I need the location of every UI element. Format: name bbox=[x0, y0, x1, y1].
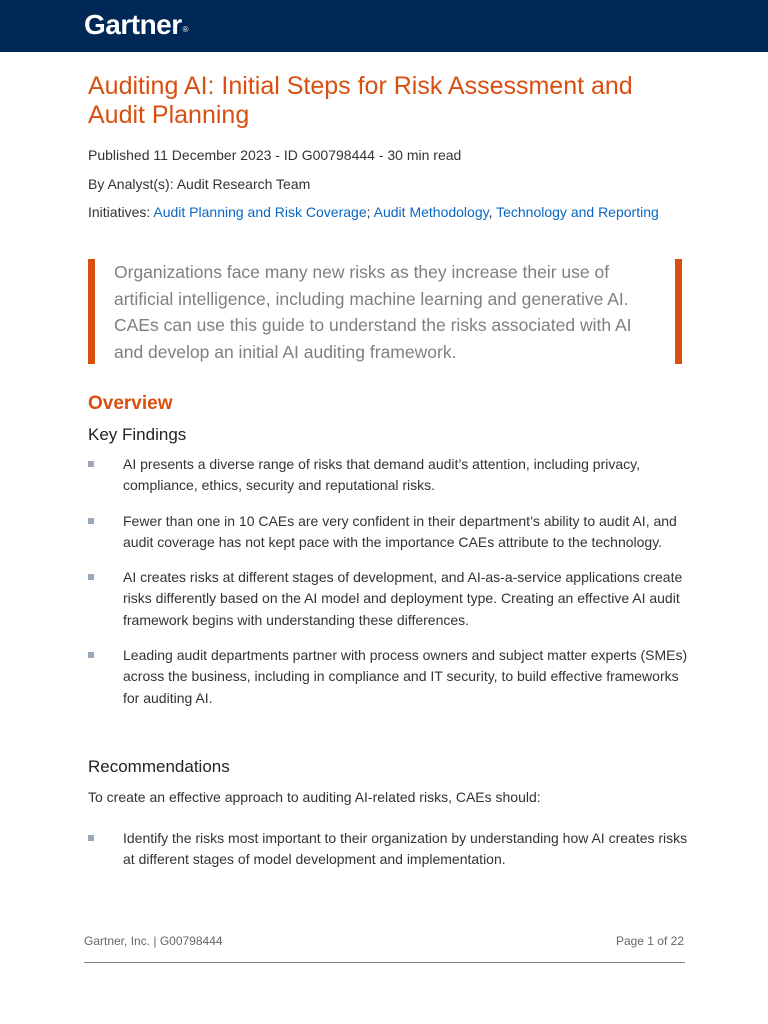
finding-text: Leading audit departments partner with process owners and subject matter experts (SMEs) across the business, including in compliance and IT security, to build effective frameworks for auditing AI. bbox=[123, 647, 688, 706]
page-number: Page 1 of 22 bbox=[615, 934, 684, 948]
recommendations-heading: Recommendations bbox=[88, 757, 230, 776]
initiatives-label: Initiatives: bbox=[88, 204, 154, 220]
summary-callout: Organizations face many new risks as they increase their use of artificial intelligence, including machine learning and generative AI. CAEs can use this guide to understand the risks associated with AI and develop an initial AI auditing framework. bbox=[88, 259, 682, 364]
recommendation-text: Identify the risks most important to their organization by understanding how AI creates risks at different stages of model development and implementation. bbox=[123, 830, 688, 868]
list-item bbox=[88, 567, 688, 631]
finding-text: AI creates risks at different stages of development, and AI-as-a-service applications create risks differently based on the AI model and deployment type. Creating an effective AI audit framework begins with understanding these differences. bbox=[123, 569, 683, 628]
key-findings-list bbox=[88, 454, 688, 709]
gartner-logo[interactable] bbox=[84, 8, 188, 47]
square-bullet-icon bbox=[88, 835, 94, 841]
finding-text: Fewer than one in 10 CAEs are very confident in their department’s ability to audit AI, and audit coverage has not kept pace with the importance CAEs attribute to the technology. bbox=[123, 512, 677, 550]
list-item bbox=[88, 454, 688, 497]
initiative-separator: ; bbox=[366, 204, 374, 220]
initiative-link-technology-reporting[interactable]: Technology and Reporting bbox=[496, 204, 659, 220]
registered-mark: ® bbox=[182, 25, 189, 34]
finding-text: AI presents a diverse range of risks that demand audit’s attention, including privacy, compliance, ethics, security and reputational risks. bbox=[123, 456, 640, 494]
square-bullet-icon bbox=[88, 518, 94, 524]
initiative-link-audit-planning[interactable]: Audit Planning and Risk Coverage bbox=[153, 204, 367, 220]
overview-heading: Overview bbox=[88, 393, 173, 414]
list-item bbox=[88, 828, 688, 871]
published-line: Published 11 December 2023 - ID G00798444 - 30 min read bbox=[88, 147, 462, 163]
initiatives-line bbox=[88, 202, 688, 223]
footer-source: Gartner, Inc. | G00798444 bbox=[84, 934, 223, 948]
square-bullet-icon bbox=[88, 652, 94, 658]
document-title: Auditing AI: Initial Steps for Risk Assessment and Audit Planning bbox=[88, 72, 633, 129]
initiative-separator: , bbox=[488, 204, 497, 220]
list-item bbox=[88, 511, 688, 554]
header-bar bbox=[0, 0, 768, 52]
initiative-link-audit-methodology[interactable]: Audit Methodology bbox=[373, 204, 489, 220]
list-item bbox=[88, 645, 688, 709]
square-bullet-icon bbox=[88, 461, 94, 467]
logo-text: Gartner bbox=[84, 9, 182, 40]
recommendations-intro: To create an effective approach to auditing AI-related risks, CAEs should: bbox=[88, 789, 541, 805]
analysts-line: By Analyst(s): Audit Research Team bbox=[88, 176, 311, 192]
recommendations-list bbox=[88, 828, 688, 871]
square-bullet-icon bbox=[88, 574, 94, 580]
key-findings-heading: Key Findings bbox=[88, 425, 187, 444]
footer-divider bbox=[84, 962, 685, 963]
